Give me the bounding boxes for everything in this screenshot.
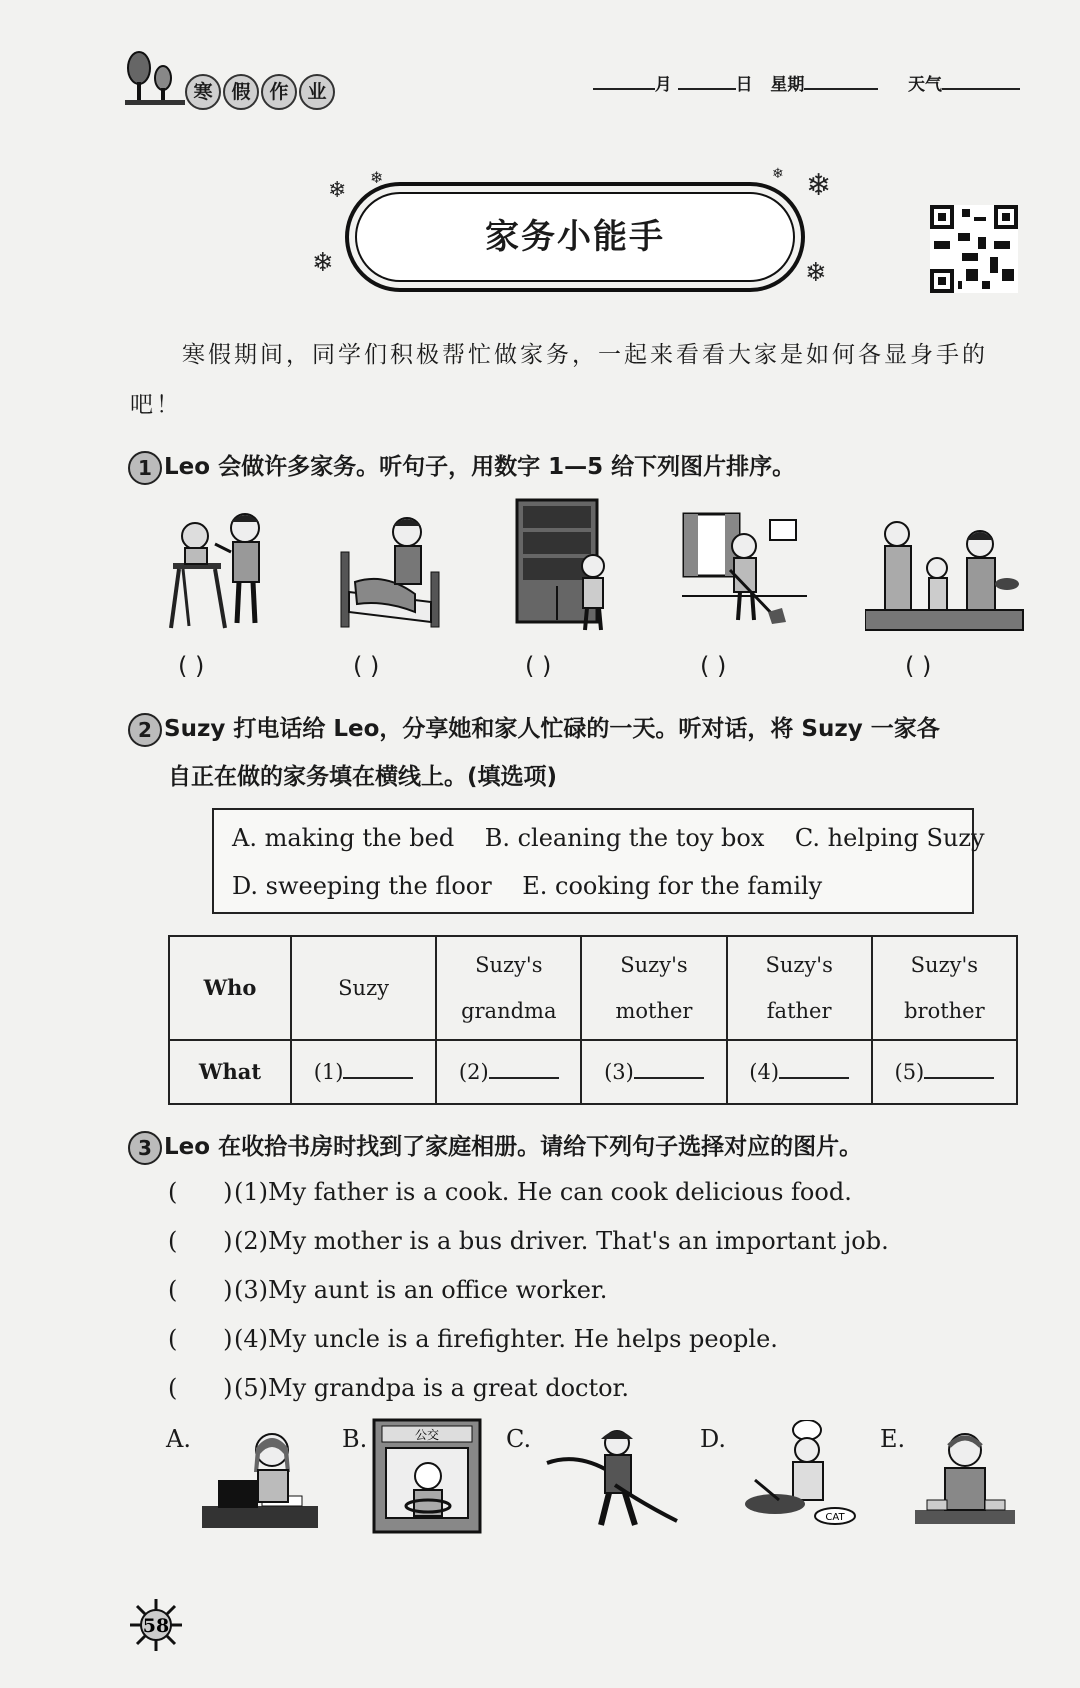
cook-icon (735, 1420, 860, 1532)
plate-sign: CAT (825, 1512, 845, 1523)
answer-blank[interactable] (343, 1059, 413, 1079)
q3-sentence-text: (2)My mother is a bus driver. That's an important job. (234, 1227, 889, 1255)
feeding-baby-icon (165, 508, 270, 633)
person-role: mother (615, 999, 693, 1023)
answer-cell[interactable] (436, 1040, 581, 1104)
month-label: 月 (654, 75, 672, 95)
title-banner (345, 182, 805, 292)
option-letter: E. (880, 1425, 906, 1453)
page-title: 家务小能手 (485, 217, 665, 257)
person-cell (727, 936, 872, 1040)
person-cell (436, 936, 581, 1040)
person-name: Suzy's (620, 953, 688, 977)
cooking-family-icon (865, 520, 1025, 632)
snowflake-icon: ❄ (370, 168, 384, 187)
q3-bracket[interactable]: ( ) (168, 1227, 233, 1255)
q1-answer-3[interactable]: ( ) (525, 652, 552, 680)
q2-number: 2 (128, 713, 162, 747)
option-letter: D. (700, 1425, 727, 1453)
doctor-icon (915, 1428, 1020, 1528)
person-role: father (766, 999, 832, 1023)
answer-blank[interactable] (489, 1059, 559, 1079)
q3-sentence-text: (1)My father is a cook. He can cook delicious food. (234, 1178, 852, 1206)
q3-instruction: Leo 在收拾书房时找到了家庭相册。请给下列句子选择对应的图片。 (164, 1134, 863, 1160)
answer-blank[interactable] (779, 1059, 849, 1079)
answer-blank[interactable] (924, 1059, 994, 1079)
q3-sentence (168, 1178, 852, 1206)
option-letter: B. (342, 1425, 368, 1453)
weekday-label: 星期 (770, 75, 805, 95)
workbook-logo (125, 48, 330, 110)
person-name: Suzy's (765, 953, 833, 977)
answer-number: (1) (313, 1060, 344, 1084)
bus-driver-icon (372, 1418, 484, 1536)
what-header: What (169, 1040, 291, 1104)
page-number: 58 (142, 1615, 170, 1637)
weather-label: 天气 (908, 75, 942, 95)
q2-options-row2: D. sweeping the floor E. cooking for the family (232, 872, 823, 900)
q2-instruction-line2: 自正在做的家务填在横线上。(填选项) (168, 764, 558, 790)
answer-number: (5) (894, 1060, 925, 1084)
person-name: Suzy (338, 976, 390, 1000)
logo-char: 作 (261, 74, 297, 110)
person-role: brother (904, 999, 985, 1023)
snowflake-icon: ❄ (806, 168, 832, 203)
answer-cell[interactable] (291, 1040, 436, 1104)
answer-number: (3) (604, 1060, 634, 1084)
sweeping-floor-icon (682, 512, 807, 630)
q1-answer-4[interactable]: ( ) (700, 652, 727, 680)
firefighter-icon (545, 1425, 680, 1530)
q2-options-box (212, 808, 985, 914)
q2-options-row1: A. making the bed B. cleaning the toy box C. helping Suzy (232, 824, 985, 852)
q2-instruction-line1: Suzy 打电话给 Leo，分享她和家人忙碌的一天。听对话，将 Suzy 一家各 (164, 716, 940, 742)
person-role: grandma (461, 999, 557, 1023)
q1-number: 1 (128, 451, 162, 485)
option-letter: C. (506, 1425, 532, 1453)
q2-table (168, 935, 1018, 1105)
q3-sentence-text: (5)My grandpa is a great doctor. (234, 1374, 630, 1402)
answer-cell[interactable] (727, 1040, 872, 1104)
month-blank[interactable] (593, 74, 655, 90)
q3-number: 3 (128, 1131, 162, 1165)
q3-sentence (168, 1276, 607, 1304)
q1-answer-2[interactable]: ( ) (353, 652, 380, 680)
logo-char: 业 (299, 74, 335, 110)
person-cell (581, 936, 726, 1040)
day-blank[interactable] (678, 74, 736, 90)
snowflake-icon: ❄ (772, 166, 784, 182)
cleaning-bookshelf-icon (515, 498, 610, 633)
q3-sentence (168, 1227, 889, 1255)
answer-number: (2) (458, 1060, 489, 1084)
option-letter: A. (166, 1425, 191, 1453)
answer-number: (4) (749, 1060, 780, 1084)
intro-paragraph: 寒假期间，同学们积极帮忙做家务，一起来看看大家是如何各显身手的吧！ (130, 342, 988, 418)
office-worker-icon (202, 1428, 320, 1533)
bus-sign: 公交 (414, 1428, 440, 1442)
answer-cell[interactable] (581, 1040, 726, 1104)
snowflake-icon: ❄ (805, 258, 827, 288)
qr-code-icon[interactable] (930, 205, 1018, 293)
q3-heading (128, 1128, 862, 1165)
q1-answer-1[interactable]: ( ) (178, 652, 205, 680)
person-cell (291, 936, 436, 1040)
q1-answer-5[interactable]: ( ) (905, 652, 932, 680)
weather-blank[interactable] (942, 74, 1020, 90)
person-name: Suzy's (910, 953, 979, 977)
day-label: 日 (735, 75, 753, 95)
answer-cell[interactable] (872, 1040, 1017, 1104)
answer-blank[interactable] (634, 1059, 704, 1079)
q3-sentence (168, 1374, 629, 1402)
q3-bracket[interactable]: ( ) (168, 1374, 233, 1402)
q1-instruction: Leo 会做许多家务。听句子，用数字 1—5 给下列图片排序。 (164, 454, 796, 480)
person-name: Suzy's (475, 953, 543, 977)
q2-heading (128, 710, 940, 747)
date-line (593, 70, 1020, 95)
q3-sentence-text: (4)My uncle is a firefighter. He helps people. (234, 1325, 778, 1353)
q3-bracket[interactable]: ( ) (168, 1276, 233, 1304)
page-number-badge (128, 1597, 184, 1653)
q3-sentence (168, 1325, 778, 1353)
q3-bracket[interactable]: ( ) (168, 1325, 233, 1353)
making-bed-icon (335, 512, 445, 632)
snowflake-icon: ❄ (328, 178, 347, 203)
logo-char: 寒 (185, 74, 221, 110)
tree-icon (125, 48, 185, 110)
logo-char: 假 (223, 74, 259, 110)
q3-sentence-text: (3)My aunt is an office worker. (234, 1276, 608, 1304)
weekday-blank[interactable] (804, 74, 878, 90)
person-cell (872, 936, 1017, 1040)
q3-bracket[interactable]: ( ) (168, 1178, 233, 1206)
snowflake-icon: ❄ (312, 248, 334, 278)
q1-heading (128, 448, 795, 485)
who-header: Who (169, 936, 291, 1040)
